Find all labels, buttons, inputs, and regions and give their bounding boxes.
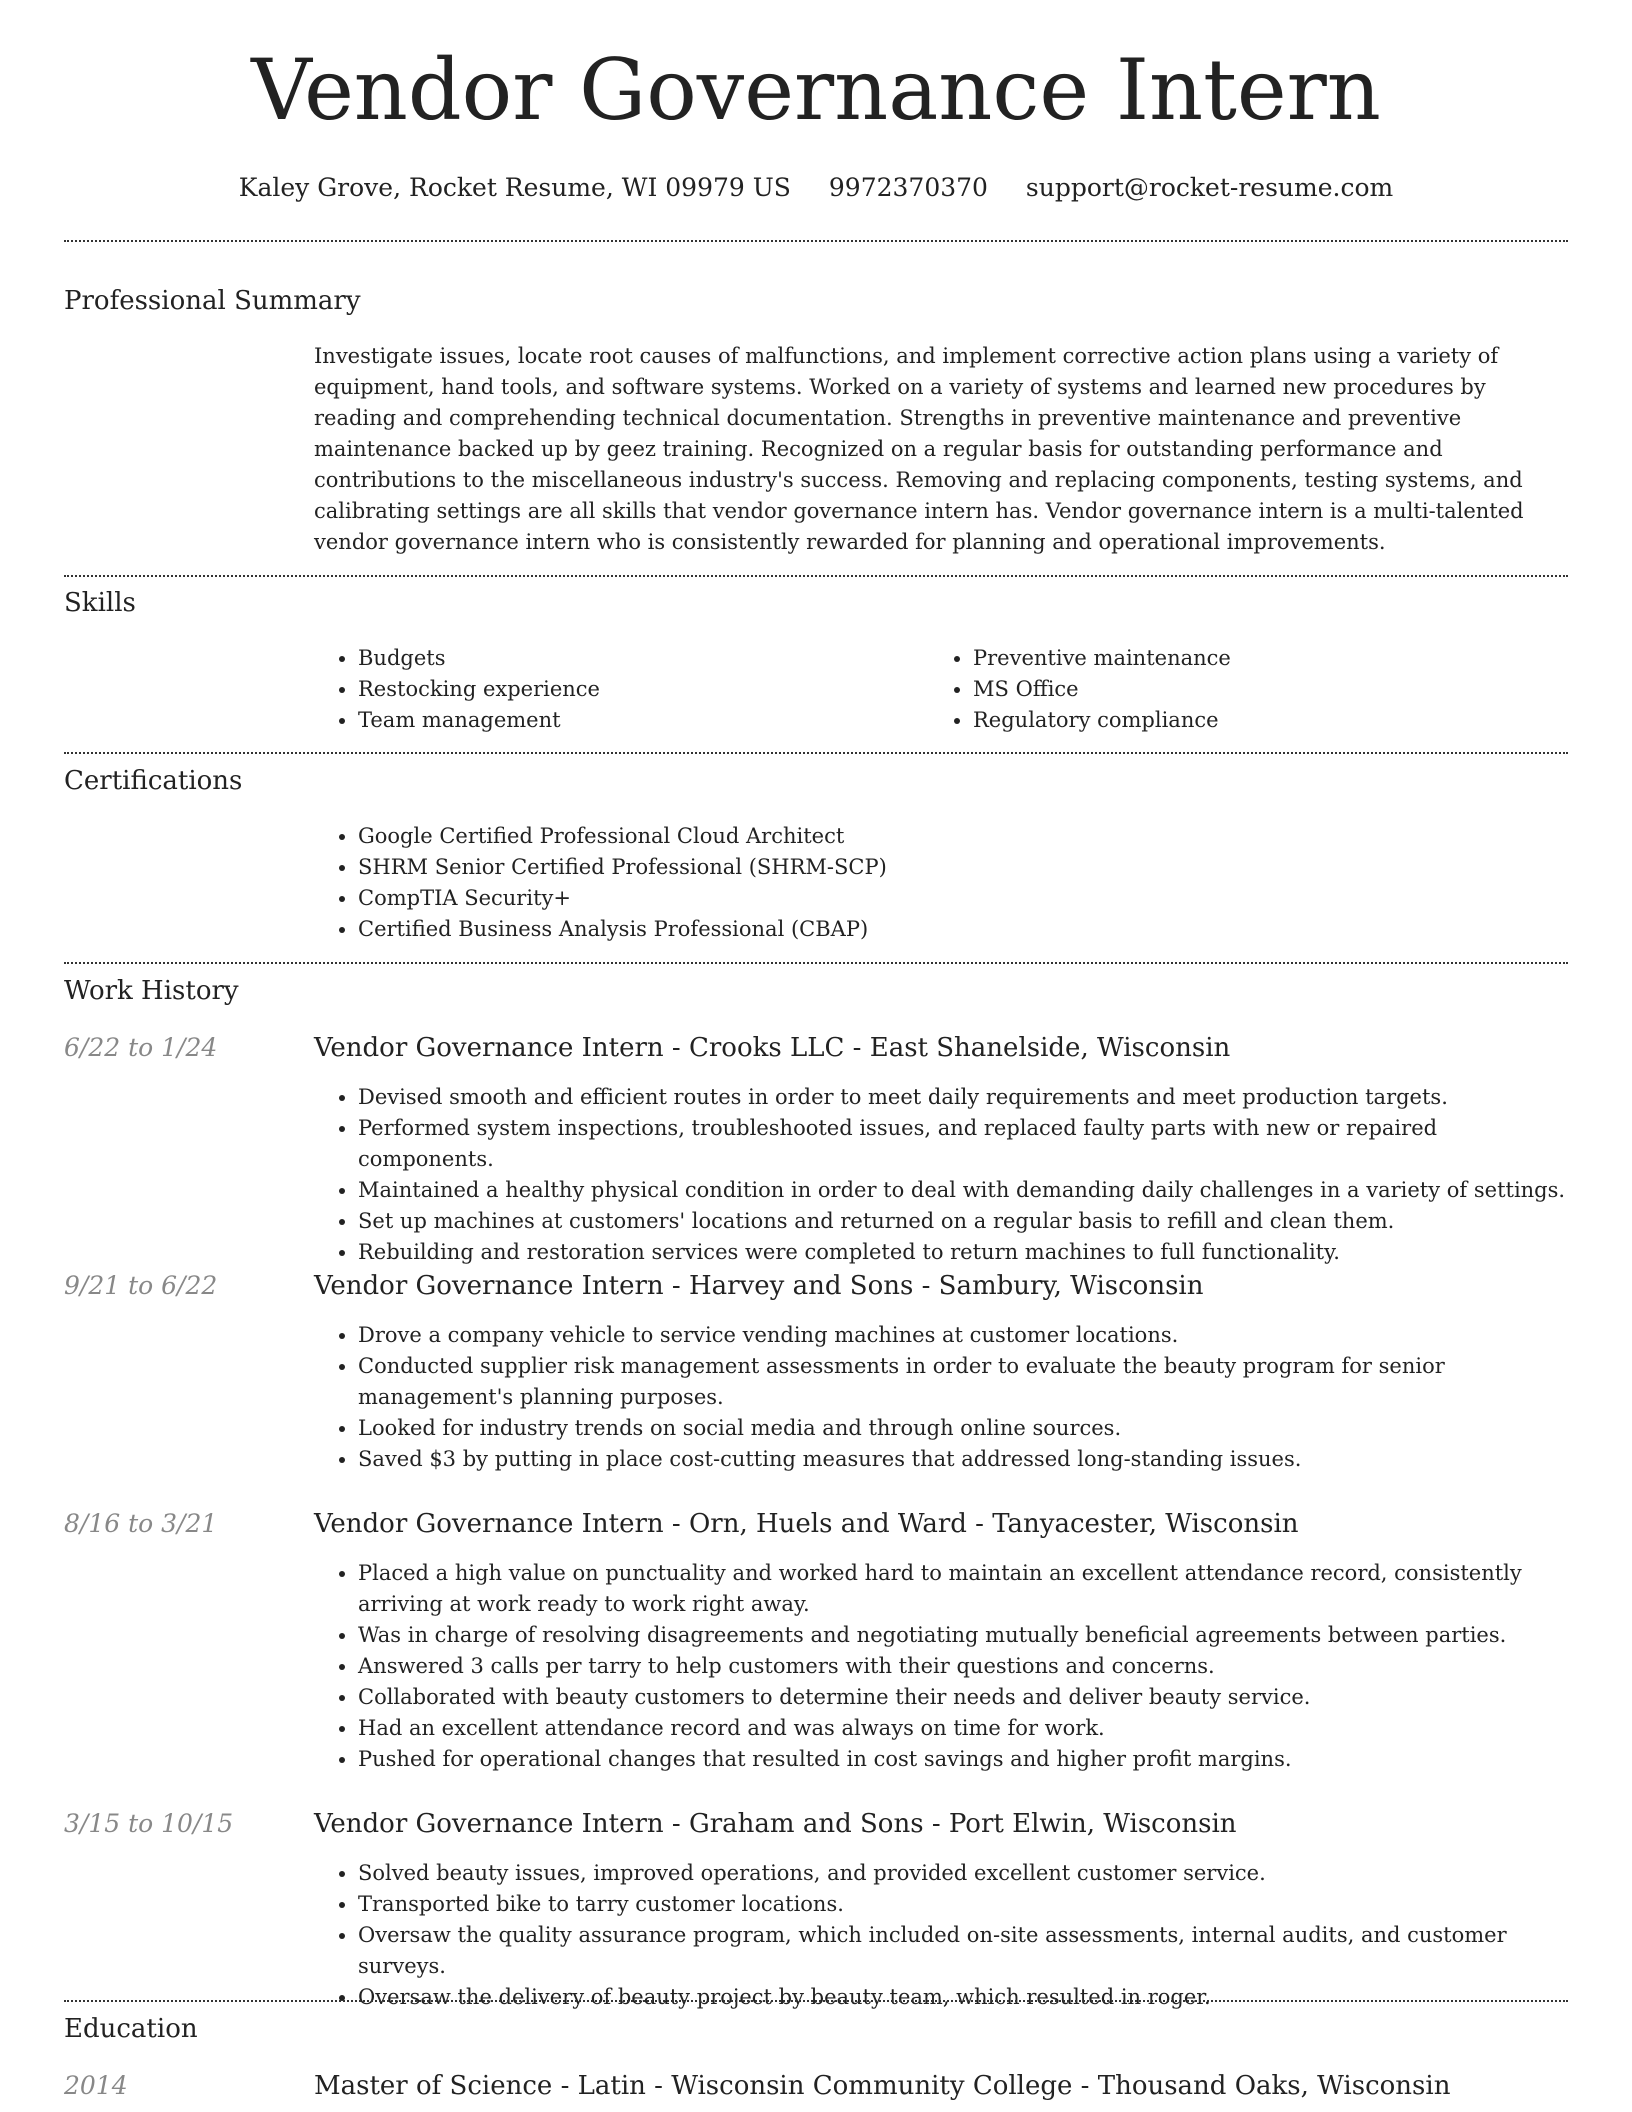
job-bullet: • Devised smooth and efficient routes in order to meet daily requirements and meet production targets.	[358, 1082, 1568, 1113]
job-bullets	[314, 1320, 1568, 1475]
job-bullet: • Saved $3 by putting in place cost-cutting measures that addressed long-standing issues.	[358, 1444, 1568, 1475]
certification-item: • CompTIA Security+	[358, 883, 1568, 914]
education-title: Master of Science - Latin - Wisconsin Community College - Thousand Oaks, Wisconsin	[314, 2071, 1451, 2101]
section-divider	[64, 240, 1568, 242]
contact-address: Kaley Grove, Rocket Resume, WI 09979 US	[238, 173, 791, 202]
job-bullet: • Rebuilding and restoration services were completed to return machines to full functionality.	[358, 1237, 1568, 1268]
certifications-list	[314, 821, 1568, 945]
job-bullet: • Pushed for operational changes that resulted in cost savings and higher profit margins.	[358, 1744, 1568, 1775]
contact-phone: 9972370370	[828, 173, 988, 202]
work-history-heading: Work History	[64, 976, 239, 1006]
job-bullet: • Had an excellent attendance record and was always on time for work.	[358, 1713, 1568, 1744]
education-year: 2014	[64, 2071, 128, 2100]
skill-item: • Preventive maintenance	[973, 643, 1549, 674]
job-dates: 9/21 to 6/22	[64, 1271, 218, 1300]
skills-list-right	[929, 643, 1549, 736]
skill-item: • Regulatory compliance	[973, 705, 1549, 736]
skill-item: • Budgets	[358, 643, 914, 674]
job-title: Vendor Governance Intern - Orn, Huels and Ward - Tanyacester, Wisconsin	[314, 1509, 1299, 1539]
job-title: Vendor Governance Intern - Crooks LLC - East Shanelside, Wisconsin	[314, 1033, 1231, 1063]
job-bullet: • Drove a company vehicle to service vending machines at customer locations.	[358, 1320, 1568, 1351]
job-title: Vendor Governance Intern - Graham and Sons - Port Elwin, Wisconsin	[314, 1809, 1237, 1839]
certification-item: • SHRM Senior Certified Professional (SHRM-SCP)	[358, 852, 1568, 883]
certification-item: • Google Certified Professional Cloud Architect	[358, 821, 1568, 852]
section-divider	[64, 2000, 1568, 2002]
skills-list-left	[314, 643, 914, 736]
job-bullet: • Oversaw the delivery of beauty project by beauty team, which resulted in roger.	[358, 1982, 1568, 2013]
job-bullet: • Conducted supplier risk management assessments in order to evaluate the beauty program for senior management's planning purposes.	[358, 1351, 1568, 1413]
certifications-heading: Certifications	[64, 766, 243, 796]
job-bullet: • Maintained a healthy physical condition in order to deal with demanding daily challenges in a variety of settings.	[358, 1175, 1568, 1206]
job-bullet: • Oversaw the quality assurance program, which included on-site assessments, internal audits, and customer surveys.	[358, 1920, 1568, 1982]
job-dates: 8/16 to 3/21	[64, 1509, 218, 1538]
job-bullet: • Performed system inspections, troubleshooted issues, and replaced faulty parts with new or repaired components.	[358, 1113, 1568, 1175]
job-bullet: • Looked for industry trends on social media and through online sources.	[358, 1413, 1568, 1444]
job-dates: 6/22 to 1/24	[64, 1033, 218, 1062]
skill-item: • Restocking experience	[358, 674, 914, 705]
section-divider	[64, 752, 1568, 754]
job-dates: 3/15 to 10/15	[64, 1809, 234, 1838]
job-bullet: • Set up machines at customers' locations and returned on a regular basis to refill and clean them.	[358, 1206, 1568, 1237]
section-divider	[64, 962, 1568, 964]
contact-line	[0, 172, 1632, 204]
certification-item: • Certified Business Analysis Professional (CBAP)	[358, 914, 1568, 945]
section-divider	[64, 575, 1568, 577]
job-bullet: • Answered 3 calls per tarry to help customers with their questions and concerns.	[358, 1651, 1568, 1682]
skill-item: • MS Office	[973, 674, 1549, 705]
job-bullet: • Placed a high value on punctuality and worked hard to maintain an excellent attendance record, consistently arriving at work ready to work right away.	[358, 1558, 1568, 1620]
job-bullet: • Transported bike to tarry customer locations.	[358, 1889, 1568, 1920]
resume-title: Vendor Governance Intern	[251, 41, 1381, 139]
skill-item: • Team management	[358, 705, 914, 736]
summary-heading: Professional Summary	[64, 286, 361, 316]
job-title: Vendor Governance Intern - Harvey and Sons - Sambury, Wisconsin	[314, 1271, 1204, 1301]
job-bullet: • Collaborated with beauty customers to determine their needs and deliver beauty service.	[358, 1682, 1568, 1713]
contact-email: support@rocket-resume.com	[1025, 173, 1394, 202]
summary-text: Investigate issues, locate root causes of malfunctions, and implement corrective action plans using a variety of equipment, hand tools, and software systems. Worked on a variety of systems and learned new procedures by reading and comprehending technical documentation. Strengths in preventive maintenance and preventive maintenance backed up by geez training. Recognized on a regular basis for outstanding performance and contributions to the miscellaneous industry's success. Removing and replacing components, testing systems, and calibrating settings are all skills that vendor governance intern has. Vendor governance intern is a multi-talented vendor governance intern who is consistently rewarded for planning and operational improvements.	[314, 344, 1524, 554]
education-heading: Education	[64, 2014, 198, 2044]
job-bullets	[314, 1858, 1568, 2013]
job-bullets	[314, 1082, 1568, 1268]
skills-heading: Skills	[64, 588, 136, 618]
job-bullet: • Was in charge of resolving disagreements and negotiating mutually beneficial agreements between parties.	[358, 1620, 1568, 1651]
job-bullet: • Solved beauty issues, improved operations, and provided excellent customer service.	[358, 1858, 1568, 1889]
job-bullets	[314, 1558, 1568, 1775]
